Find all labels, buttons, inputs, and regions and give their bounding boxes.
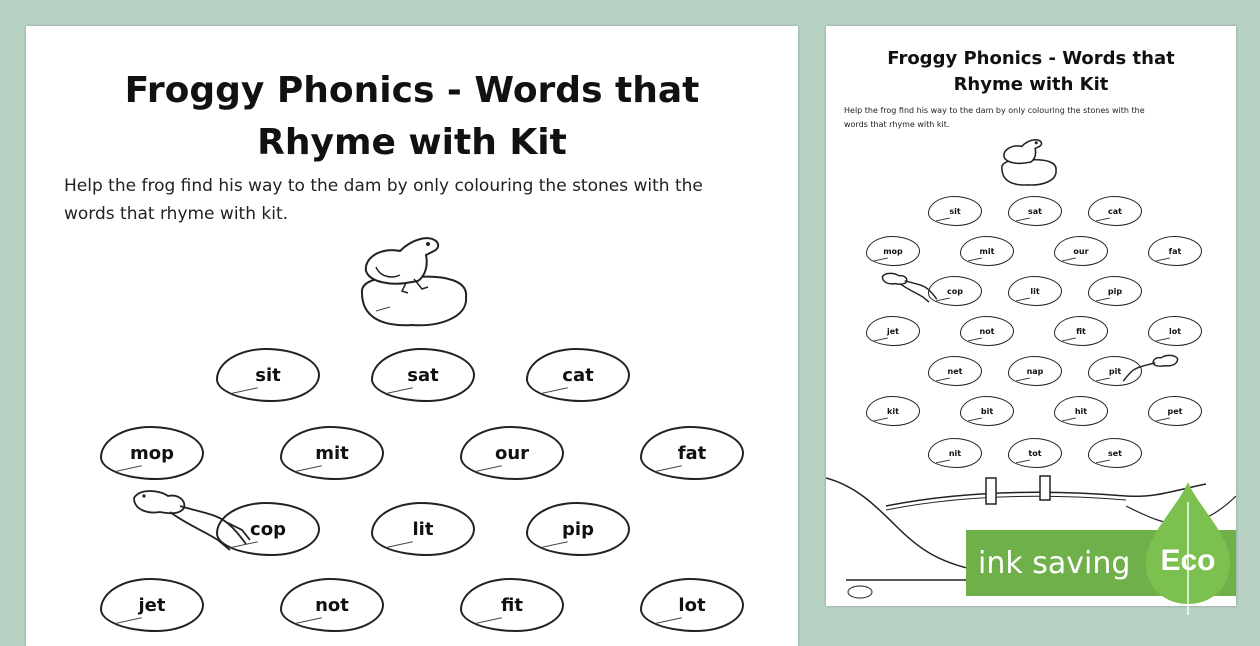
word-stone[interactable]: sat	[371, 348, 475, 402]
frog-on-stone-illustration	[356, 231, 476, 331]
word-stone[interactable]: mop	[866, 236, 920, 266]
word-stone[interactable]: lit	[371, 502, 475, 556]
worksheet-title-line2: Rhyme with Kit	[257, 122, 567, 163]
word-stone[interactable]: cop	[216, 502, 320, 556]
eco-label: Eco	[1160, 544, 1216, 577]
leaf-icon	[1140, 480, 1236, 615]
word-stone[interactable]: jet	[866, 316, 920, 346]
word-stone[interactable]: cat	[1088, 196, 1142, 226]
word-stone[interactable]: bit	[960, 396, 1014, 426]
word-stone[interactable]: not	[280, 578, 384, 632]
worksheet-preview-large[interactable]	[26, 26, 798, 646]
jumping-frog-illustration	[1116, 352, 1180, 386]
worksheet-instructions-line1: Help the frog find his way to the dam by only colouring the stones with the	[844, 106, 1145, 115]
word-stone[interactable]: net	[928, 356, 982, 386]
word-stone[interactable]: pit	[1088, 356, 1142, 386]
word-stone[interactable]: mit	[960, 236, 1014, 266]
worksheet-instructions-line1: Help the frog find his way to the dam by only colouring the stones with the	[64, 176, 703, 196]
word-stone[interactable]: our	[1054, 236, 1108, 266]
jumping-frog-illustration	[130, 484, 260, 554]
word-stone[interactable]: pip	[1088, 276, 1142, 306]
word-stone[interactable]: sit	[216, 348, 320, 402]
ink-saving-label: ink saving	[978, 545, 1131, 581]
word-stone[interactable]: pet	[1148, 396, 1202, 426]
word-stone[interactable]: jet	[100, 578, 204, 632]
word-stone[interactable]: nit	[928, 438, 982, 468]
jumping-frog-illustration	[880, 270, 944, 304]
worksheet-instructions-line2: words that rhyme with kit.	[844, 120, 950, 129]
word-stone[interactable]: lot	[1148, 316, 1202, 346]
word-stone[interactable]: fat	[640, 426, 744, 480]
frog-on-stone-illustration	[998, 136, 1062, 188]
word-stone[interactable]: hit	[1054, 396, 1108, 426]
worksheet-instructions-line2: words that rhyme with kit.	[64, 204, 289, 224]
word-stone[interactable]: mop	[100, 426, 204, 480]
word-stone[interactable]: our	[460, 426, 564, 480]
word-stone[interactable]: nap	[1008, 356, 1062, 386]
worksheet-title-line2: Rhyme with Kit	[953, 74, 1109, 95]
word-stone[interactable]: pip	[526, 502, 630, 556]
word-stone[interactable]: tot	[1008, 438, 1062, 468]
word-stone[interactable]: lot	[640, 578, 744, 632]
word-stone[interactable]: fit	[460, 578, 564, 632]
worksheet-title-line1: Froggy Phonics - Words that	[887, 48, 1175, 69]
word-stone[interactable]: sit	[928, 196, 982, 226]
word-stone[interactable]: mit	[280, 426, 384, 480]
word-stone[interactable]: fit	[1054, 316, 1108, 346]
word-stone[interactable]: cat	[526, 348, 630, 402]
worksheet-title-line1: Froggy Phonics - Words that	[124, 70, 700, 111]
word-stone[interactable]: not	[960, 316, 1014, 346]
word-stone[interactable]: kit	[866, 396, 920, 426]
word-stone[interactable]: fat	[1148, 236, 1202, 266]
word-stone[interactable]: sat	[1008, 196, 1062, 226]
word-stone[interactable]: set	[1088, 438, 1142, 468]
word-stone[interactable]: lit	[1008, 276, 1062, 306]
word-stone[interactable]: cop	[928, 276, 982, 306]
